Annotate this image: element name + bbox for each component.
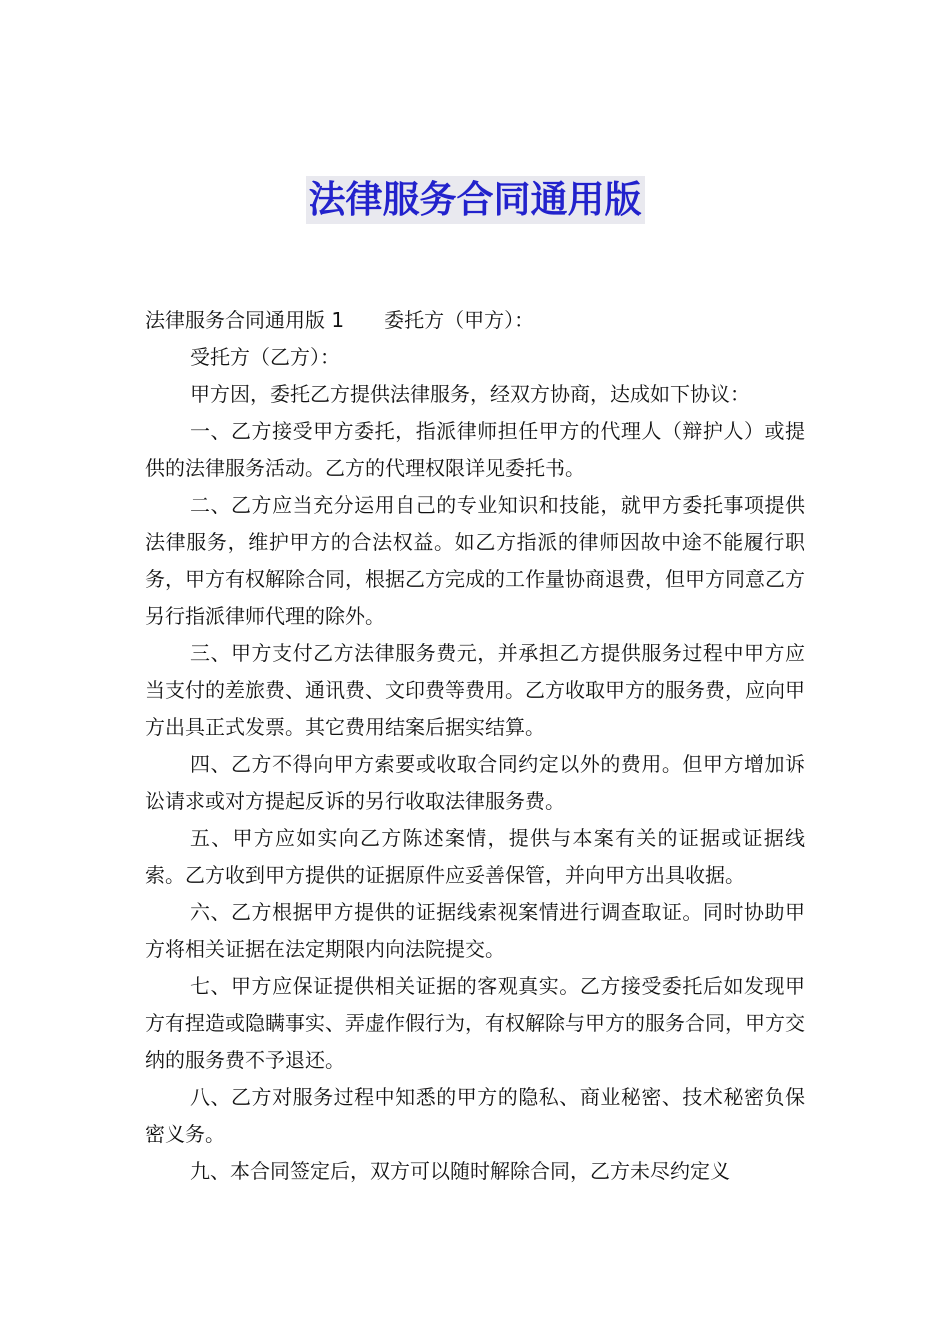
clause-7: 七、甲方应保证提供相关证据的客观真实。乙方接受委托后如发现甲方有捏造或隐瞒事实、弄虚作假行为，有权解除与甲方的服务合同，甲方交纳的服务费不予退还。 (145, 974, 805, 1072)
clause-6: 六、乙方根据甲方提供的证据线索视案情进行调查取证。同时协助甲方将相关证据在法定期限内向法院提交。 (145, 900, 805, 961)
heading-line (145, 302, 805, 339)
clause-8: 八、乙方对服务过程中知悉的甲方的隐私、商业秘密、技术秘密负保密义务。 (145, 1085, 805, 1146)
clause-1: 一、乙方接受甲方委托，指派律师担任甲方的代理人（辩护人）或提供的法律服务活动。乙方的代理权限详见委托书。 (145, 419, 805, 480)
clause-4: 四、乙方不得向甲方索要或收取合同约定以外的费用。但甲方增加诉讼请求或对方提起反诉的另行收取法律服务费。 (145, 752, 805, 813)
document-body (145, 302, 805, 1190)
clause-3: 三、甲方支付乙方法律服务费元，并承担乙方提供服务过程中甲方应当支付的差旅费、通讯费、文印费等费用。乙方收取甲方的服务费，应向甲方出具正式发票。其它费用结案后据实结算。 (145, 641, 805, 739)
client-label: 委托方（甲方）： (384, 308, 535, 332)
clause-9: 九、本合同签定后，双方可以随时解除合同，乙方未尽约定义 (190, 1159, 730, 1183)
clause-5: 五、甲方应如实向乙方陈述案情，提供与本案有关的证据或证据线索。乙方收到甲方提供的证据原件应妥善保管，并向甲方出具收据。 (145, 826, 805, 887)
clause-2: 二、乙方应当充分运用自己的专业知识和技能，就甲方委托事项提供法律服务，维护甲方的合法权益。如乙方指派的律师因故中途不能履行职务，甲方有权解除合同，根据乙方完成的工作量协商退费，但甲方同意乙方另行指派律师代理的除外。 (145, 493, 805, 628)
heading-label: 法律服务合同通用版 1 (145, 308, 345, 332)
title-container (0, 176, 950, 224)
paragraph-trustee: 受托方（乙方）： (190, 345, 340, 369)
paragraph-preamble: 甲方因，委托乙方提供法律服务，经双方协商，达成如下协议： (190, 382, 750, 406)
document-title: 法律服务合同通用版 (306, 176, 645, 224)
